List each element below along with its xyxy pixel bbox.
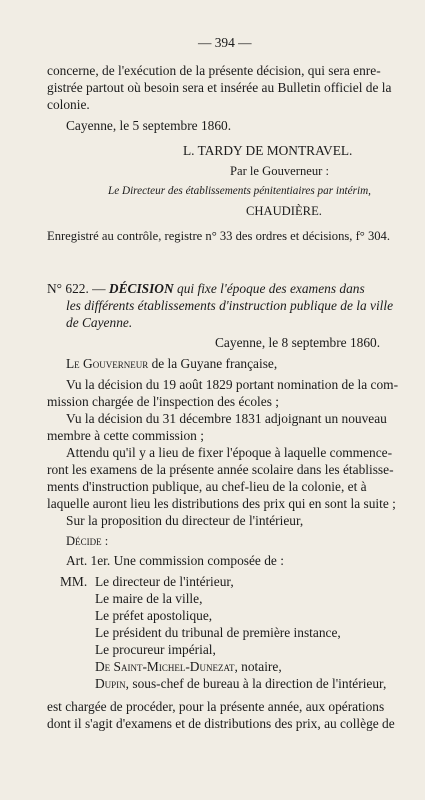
considerant-line: mission chargée de l'inspection des écoles ; [47,394,279,409]
member-item: Le maire de la ville, [95,591,203,606]
considerant-line: Vu la décision du 19 août 1829 portant nomination de la com- [66,377,399,392]
considerant-line: Sur la proposition du directeur de l'intérieur, [66,513,304,528]
decision-title-line-2: les différents établissements d'instruction publique de la ville [66,298,394,313]
registration-line: Enregistré au contrôle, registre n° 33 des ordres et décisions, f° 304. [47,229,391,243]
governor-name: L. TARDY DE MONTRAVEL. [183,143,353,158]
article-1: Art. 1er. Une commission composée de : [66,553,284,568]
member-item: Le président du tribunal de première instance, [95,625,341,640]
intro-rest: de la Guyane française, [151,356,278,371]
considerant-line: Attendu qu'il y a lieu de fixer l'époque à laquelle commence- [66,445,393,460]
member-item: Le directeur de l'intérieur, [95,574,234,589]
signature-place-date: Cayenne, le 5 septembre 1860. [66,118,232,133]
decision-title-word: DÉCISION [108,281,174,296]
members-lead: MM. [60,574,88,589]
considerant-line: ront les examens de la présente année scolaire dans les établisse- [47,462,394,477]
considerant-line: Vu la décision du 31 décembre 1831 adjoignant un nouveau [66,411,387,426]
considerant-line: membre à cette commission ; [47,428,204,443]
page-number: — 394 — [198,35,252,50]
member-item [95,677,386,690]
decision-title-line-3: de Cayenne. [66,315,133,330]
intro-governor: Le Gouverneur [66,356,149,371]
member-dupin-rest: , sous-chef de bureau à la direction de l'intérieur, [125,676,387,691]
decision-intro [66,357,277,370]
member-sm-rest: , notaire, [234,659,282,674]
member-dupin-name: Dupin [95,676,126,691]
decision-date: Cayenne, le 8 septembre 1860. [215,335,381,350]
closing-line: dont il s'agit d'examens et de distributions des prix, au collège de [47,716,395,731]
top-text-line-1: concerne, de l'exécution de la présente décision, qui sera enre- [47,63,381,78]
member-item [95,660,282,673]
director-name: CHAUDIÈRE. [246,204,322,218]
top-text-line-2: gistrée partout où besoin sera et insérée au Bulletin officiel de la [47,80,392,95]
closing-line: est chargée de procéder, pour la présente année, aux opérations [47,699,385,714]
member-item: Le procureur impérial, [95,642,216,657]
director-title: Le Directeur des établissements pénitentiaires par intérim, [108,185,371,197]
decide-heading: Décide : [66,534,109,548]
top-text-line-3: colonie. [47,97,90,112]
decision-title-rest: qui fixe l'époque des examens dans [177,281,365,296]
on-behalf-line: Par le Gouverneur : [230,164,329,178]
member-item: Le préfet apostolique, [95,608,213,623]
decision-number: N° 622. — [47,281,106,296]
member-sm-name: De Saint-Michel-Dunezat [95,659,235,674]
decision-title-line-1 [47,282,365,295]
considerant-line: laquelle auront lieu les distributions des prix qui en sont la suite ; [47,496,396,511]
considerant-line: ments d'instruction publique, au chef-lieu de la colonie, et à [47,479,367,494]
